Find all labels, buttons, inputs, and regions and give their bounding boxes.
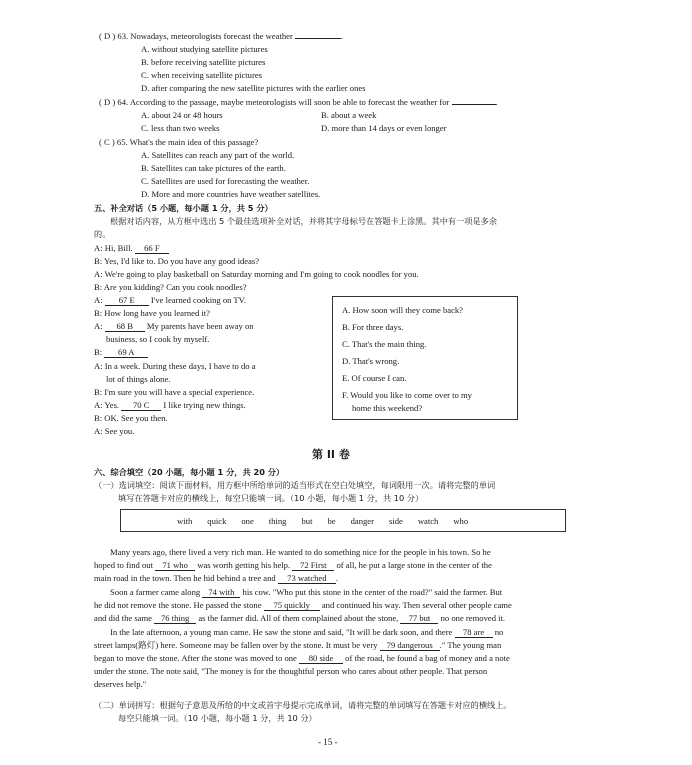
page-number: - 15 - xyxy=(318,737,338,747)
dialogue-line: business, so I cook by myself. xyxy=(106,334,210,344)
answer-75: 75 quickly xyxy=(264,600,320,611)
option: B. before receiving satellite pictures xyxy=(141,57,266,67)
passage-line: In the late afternoon, a young man came. He saw the stone and said, "It will be dark soon, and there 78 are no xyxy=(110,627,504,637)
option: A. about 24 or 48 hours xyxy=(141,110,223,120)
answer-80: 80 side xyxy=(299,653,343,664)
section-5-instruction: 根据对话内容，从方框中选出 5 个最佳选项补全对话，并将其字母标号在答题卡上涂黑。其中有一项是多余 xyxy=(110,216,498,226)
dialogue-line: B: I'm sure you will have a special experience. xyxy=(94,387,255,397)
word: with xyxy=(177,515,193,526)
section-6-sub2-instruction: 每空只能填一词。（10 小题，每小题 1 分，共 10 分） xyxy=(118,713,317,723)
box-option: E. Of course I can. xyxy=(342,373,407,383)
answer-65: C xyxy=(104,137,110,147)
word: be xyxy=(327,515,336,526)
answer-63: D xyxy=(104,31,111,41)
option: D. More and more countries have weather satellites. xyxy=(141,189,321,199)
dialogue-line: B: Yes, I'd like to. Do you have any good ideas? xyxy=(94,256,260,266)
dialogue-line: A: In a week. During these days, I have to do a xyxy=(94,361,256,371)
answer-77: 77 but xyxy=(400,613,438,624)
passage-line: Many years ago, there lived a very rich man. He wanted to do something nice for the people in his town. So he xyxy=(110,547,491,557)
option: A. without studying satellite pictures xyxy=(141,44,268,54)
word: who xyxy=(453,515,469,526)
option: B. Satellites can take pictures of the earth. xyxy=(141,163,286,173)
blank xyxy=(295,38,341,39)
answer-72: 72 First xyxy=(292,560,334,571)
option: D. more than 14 days or even longer xyxy=(321,123,447,133)
passage-line: and did the same 76 thing as the farmer did. All of them complained about the stone, 77 but no one removed it. xyxy=(94,613,506,623)
word: danger xyxy=(350,515,374,526)
blank xyxy=(452,104,496,105)
section-6-instruction: （一）选词填空：阅读下面材料，用方框中所给单词的适当形式在空白处填空，每词限用一次。请将完整的单词 xyxy=(94,480,496,490)
section-5-heading: 五、补全对话（5 小题，每小题 1 分，共 5 分） xyxy=(94,203,273,213)
answer-67: 67 E xyxy=(105,295,149,306)
answer-64: D xyxy=(104,97,111,107)
box-option: D. That's wrong. xyxy=(342,356,400,366)
passage-line: began to move the stone. After the stone was moved to one 80 side of the road, he found a bag of money and a note xyxy=(94,653,510,663)
part-title: 第 II 卷 xyxy=(312,448,350,461)
section-6-heading: 六、综合填空（20 小题，每小题 1 分，共 20 分） xyxy=(94,467,285,477)
section-6-instruction: 填写在答题卡对应的横线上，每空只能填一词。（10 小题，每小题 1 分，共 10 分） xyxy=(118,493,424,503)
option: C. less than two weeks xyxy=(141,123,220,133)
dialogue-line: B: Are you kidding? Can you cook noodles? xyxy=(94,282,247,292)
answer-68: 68 B xyxy=(105,321,145,332)
word: watch xyxy=(417,515,439,526)
word: thing xyxy=(268,515,287,526)
answer-69: 69 A xyxy=(104,347,148,358)
question-63: ( D ) 63. Nowadays, meteorologists forecast the weather . xyxy=(99,31,344,41)
dialogue-line: A: 68 B My parents have been away on xyxy=(94,321,254,331)
passage-line: under the stone. The note said, "The money is for the thoughtful person who cares about other people. That person xyxy=(94,666,488,676)
dialogue-line: A: 67 E I've learned cooking on TV. xyxy=(94,295,246,305)
option: C. when receiving satellite pictures xyxy=(141,70,262,80)
question-64: ( D ) 64. According to the passage, maybe meteorologists will soon be able to forecast the weather for . xyxy=(99,97,498,107)
dialogue-line: B: OK. See you then. xyxy=(94,413,168,423)
box-option: A. How soon will they come back? xyxy=(342,305,464,315)
section-5-instruction: 的。 xyxy=(94,229,111,239)
passage-line: street lamps(路灯) here. Someone may be fallen over by the stone. It must be very 79 dangerous ." The young man xyxy=(94,640,502,650)
option: A. Satellites can reach any part of the world. xyxy=(141,150,295,160)
box-option: B. For three days. xyxy=(342,322,404,332)
word: one xyxy=(241,515,254,526)
answer-66: 66 F xyxy=(135,243,169,254)
box-option: C. That's the main thing. xyxy=(342,339,427,349)
dialogue-line: A: Hi, Bill. 66 F xyxy=(94,243,169,254)
question-65: ( C ) 65. What's the main idea of this passage? xyxy=(99,137,259,147)
passage-line: main road in the town. Then he hid behind a tree and 73 watched . xyxy=(94,573,339,583)
box-option: home this weekend? xyxy=(352,403,423,413)
passage-line: he did not remove the stone. He passed the stone 75 quickly and continued his way. Then several other people came xyxy=(94,600,512,610)
answer-74: 74 with xyxy=(202,587,240,598)
answer-79: 79 dangerous xyxy=(380,640,440,651)
answer-70: 70 C xyxy=(121,400,161,411)
dialogue-line: A: We're going to play basketball on Saturday morning and I'm going to cook noodles for you. xyxy=(94,269,419,279)
option: D. after comparing the new satellite pictures with the earlier ones xyxy=(141,83,366,93)
answer-73: 73 watched xyxy=(278,573,336,584)
dialogue-line: lot of things alone. xyxy=(106,374,171,384)
answer-71: 71 who xyxy=(155,560,195,571)
section-6-sub2-instruction: （二）单词拼写：根据句子意思及所给的中文或首字母提示完成单词，请将完整的单词填写在答题卡对应的横线上。 xyxy=(94,700,512,710)
word: quick xyxy=(207,515,227,526)
passage-line: hoped to find out 71 who was worth getting his help. 72 First of all, he put a large stone in the center of the xyxy=(94,560,492,570)
box-option: F. Would you like to come over to my xyxy=(342,390,472,400)
dialogue-line: A: Yes. 70 C I like trying new things. xyxy=(94,400,246,410)
option: C. Satellites are used for forecasting the weather. xyxy=(141,176,310,186)
word: but xyxy=(301,515,313,526)
answer-76: 76 thing xyxy=(154,613,196,624)
passage-line: deserves help." xyxy=(94,679,147,689)
dialogue-line: B: How long have you learned it? xyxy=(94,308,210,318)
dialogue-line: B: 69 A xyxy=(94,347,148,358)
answer-78: 78 are xyxy=(455,627,493,638)
word-bank xyxy=(120,509,566,532)
passage-line: Soon a farmer came along 74 with his cow. "Who put this stone in the center of the road?" said the farmer. But xyxy=(110,587,503,597)
option: B. about a week xyxy=(321,110,377,120)
word: side xyxy=(388,515,403,526)
dialogue-line: A: See you. xyxy=(94,426,135,436)
